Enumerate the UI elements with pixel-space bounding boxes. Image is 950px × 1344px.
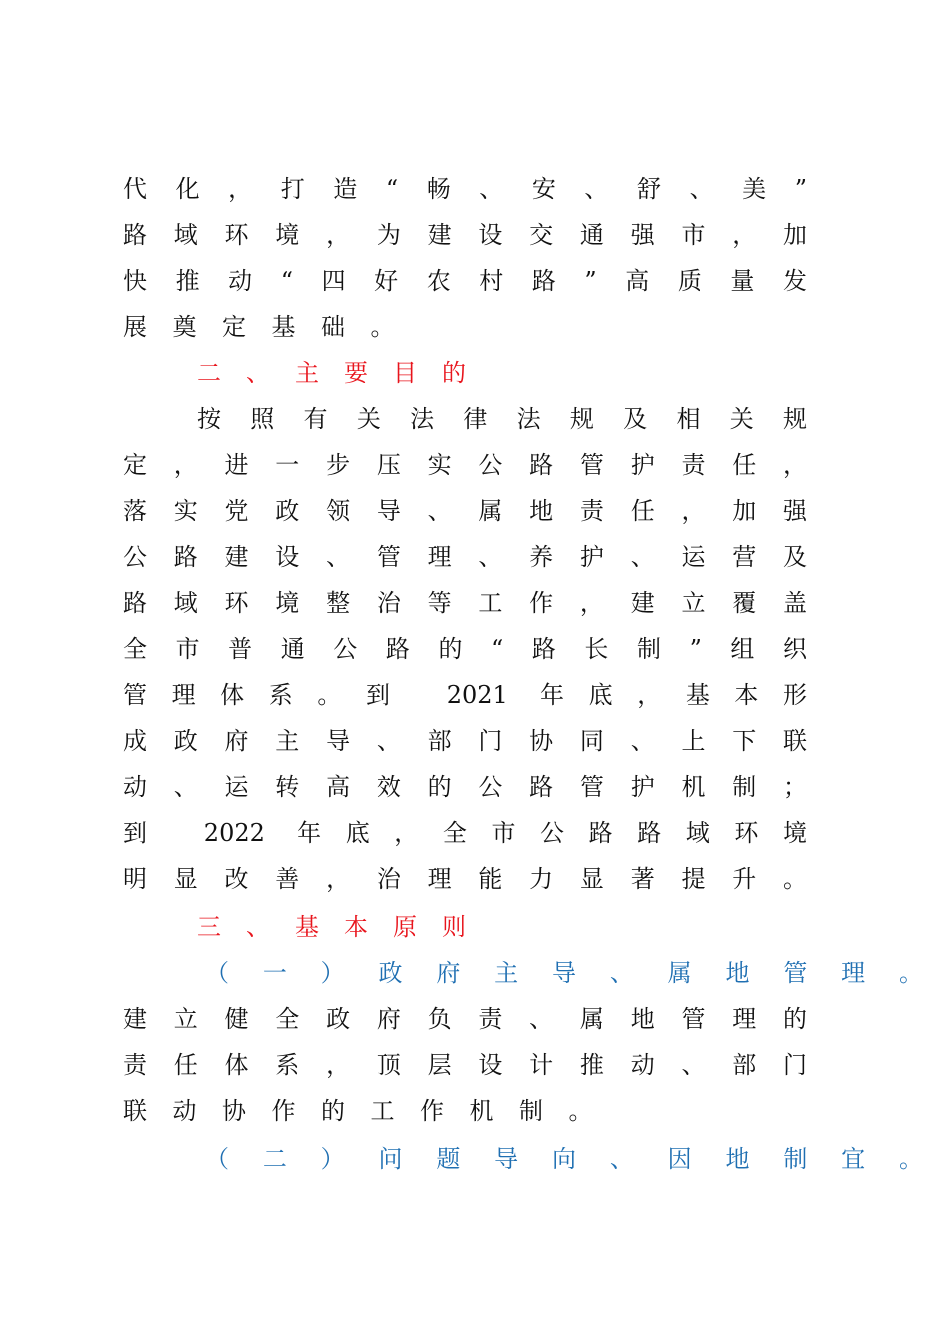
section-heading: 二、主要目的: [197, 359, 491, 387]
paragraph-line: 动、运转高效的公路管护机制；: [123, 773, 807, 801]
subsection-heading: （一）政府主导、属地管理。: [205, 959, 923, 987]
paragraph-line: 落实党政领导、属地责任，加强: [123, 497, 807, 525]
paragraph-line: 建立健全政府负责、属地管理的: [123, 1005, 807, 1033]
paragraph-line: 到 2022 年底，全市公路路域环境: [123, 819, 807, 847]
subsection-heading: （二）问题导向、因地制宜。: [205, 1145, 923, 1173]
paragraph-line: 明显改善，治理能力显著提升。: [123, 865, 807, 893]
paragraph-line: 责任体系，顶层设计推动、部门: [123, 1051, 807, 1079]
paragraph-line: 定，进一步压实公路管护责任，: [123, 451, 807, 479]
section-heading: 三、基本原则: [197, 913, 491, 941]
paragraph-line: 管理体系。到 2021 年底，基本形: [123, 681, 807, 709]
paragraph-line: 快推动“四好农村路”高质量发: [123, 267, 807, 295]
paragraph-line: 公路建设、管理、养护、运营及: [123, 543, 807, 571]
paragraph-line: 成政府主导、部门协同、上下联: [123, 727, 807, 755]
paragraph-line: 路域环境，为建设交通强市，加: [123, 221, 807, 249]
paragraph-line: 代化，打造“畅、安、舒、美”: [123, 175, 807, 203]
paragraph-line: 联动协作的工作机制。: [123, 1097, 618, 1125]
paragraph-line: 路域环境整治等工作，建立覆盖: [123, 589, 807, 617]
paragraph-line: 展奠定基础。: [123, 313, 420, 341]
paragraph-line: 按照有关法律法规及相关规: [197, 405, 807, 433]
paragraph-line: 全市普通公路的“路长制”组织: [123, 635, 807, 663]
